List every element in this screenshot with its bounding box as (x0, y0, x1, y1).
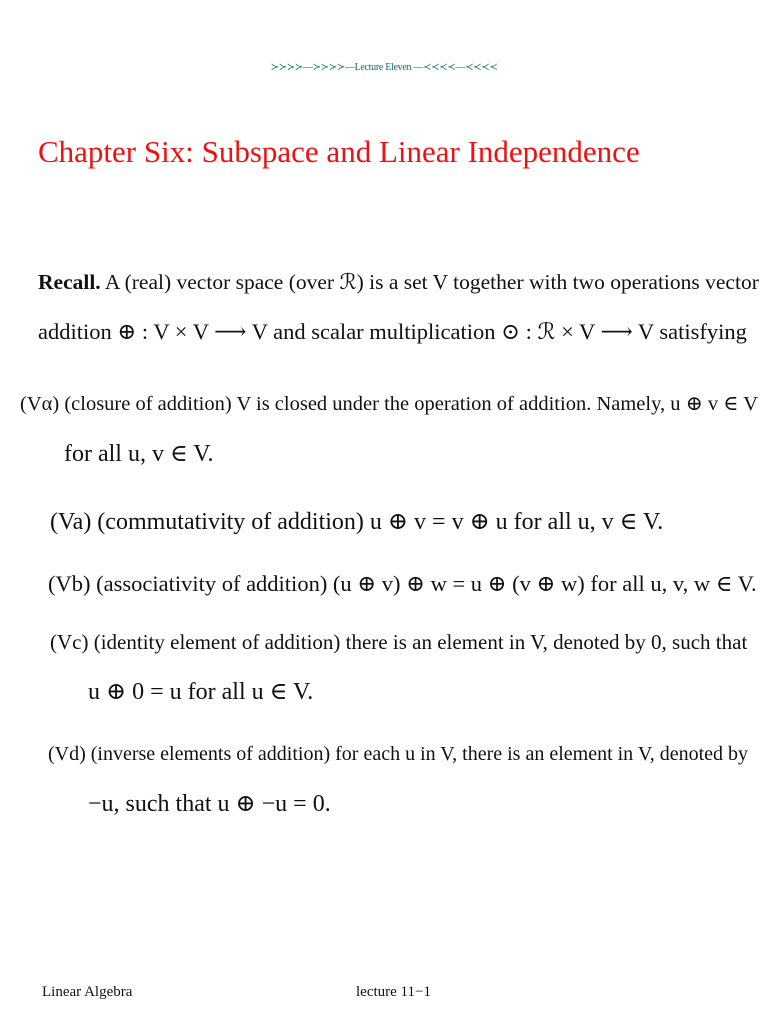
recall-line-2: addition ⊕ : V × V ⟶ V and scalar multiplication ⊙ : ℛ × V ⟶ V satisfying (38, 319, 747, 344)
axiom-vb: (Vb) (associativity of addition) (u ⊕ v) ⊕ w = u ⊕ (v ⊕ w) for all u, v, w ∈ V. (48, 571, 757, 596)
axiom-v-alpha-line-1: (Vα) (closure of addition) V is closed under the operation of addition. Namely, u ⊕ v ∈ V (20, 393, 759, 415)
chapter-title: Chapter Six: Subspace and Linear Independence (38, 134, 640, 169)
axiom-vc-line-2: u ⊕ 0 = u for all u ∈ V. (88, 679, 314, 705)
footer-course: Linear Algebra (42, 984, 133, 1000)
footer-page: lecture 11−1 (356, 984, 431, 1000)
axiom-vd-line-1: (Vd) (inverse elements of addition) for each u in V, there is an element in V, denoted by (48, 743, 748, 765)
lecture-header: ≻≻≻≻—≻≻≻≻—Lecture Eleven —≺≺≺≺—≺≺≺≺ (270, 62, 498, 73)
recall-label: Recall. (38, 270, 101, 294)
recall-line-1 (38, 258, 759, 306)
axiom-vc-line-1: (Vc) (identity element of addition) there is an element in V, denoted by 0, such that (50, 630, 748, 654)
axiom-va: (Va) (commutativity of addition) u ⊕ v = v ⊕ u for all u, v ∈ V. (50, 509, 664, 535)
axiom-v-alpha-line-2: for all u, v ∈ V. (64, 441, 214, 467)
recall-text-1: A (real) vector space (over ℛ) is a set V together with two operations vector (100, 270, 759, 294)
axiom-vd-line-2: −u, such that u ⊕ −u = 0. (88, 791, 331, 817)
